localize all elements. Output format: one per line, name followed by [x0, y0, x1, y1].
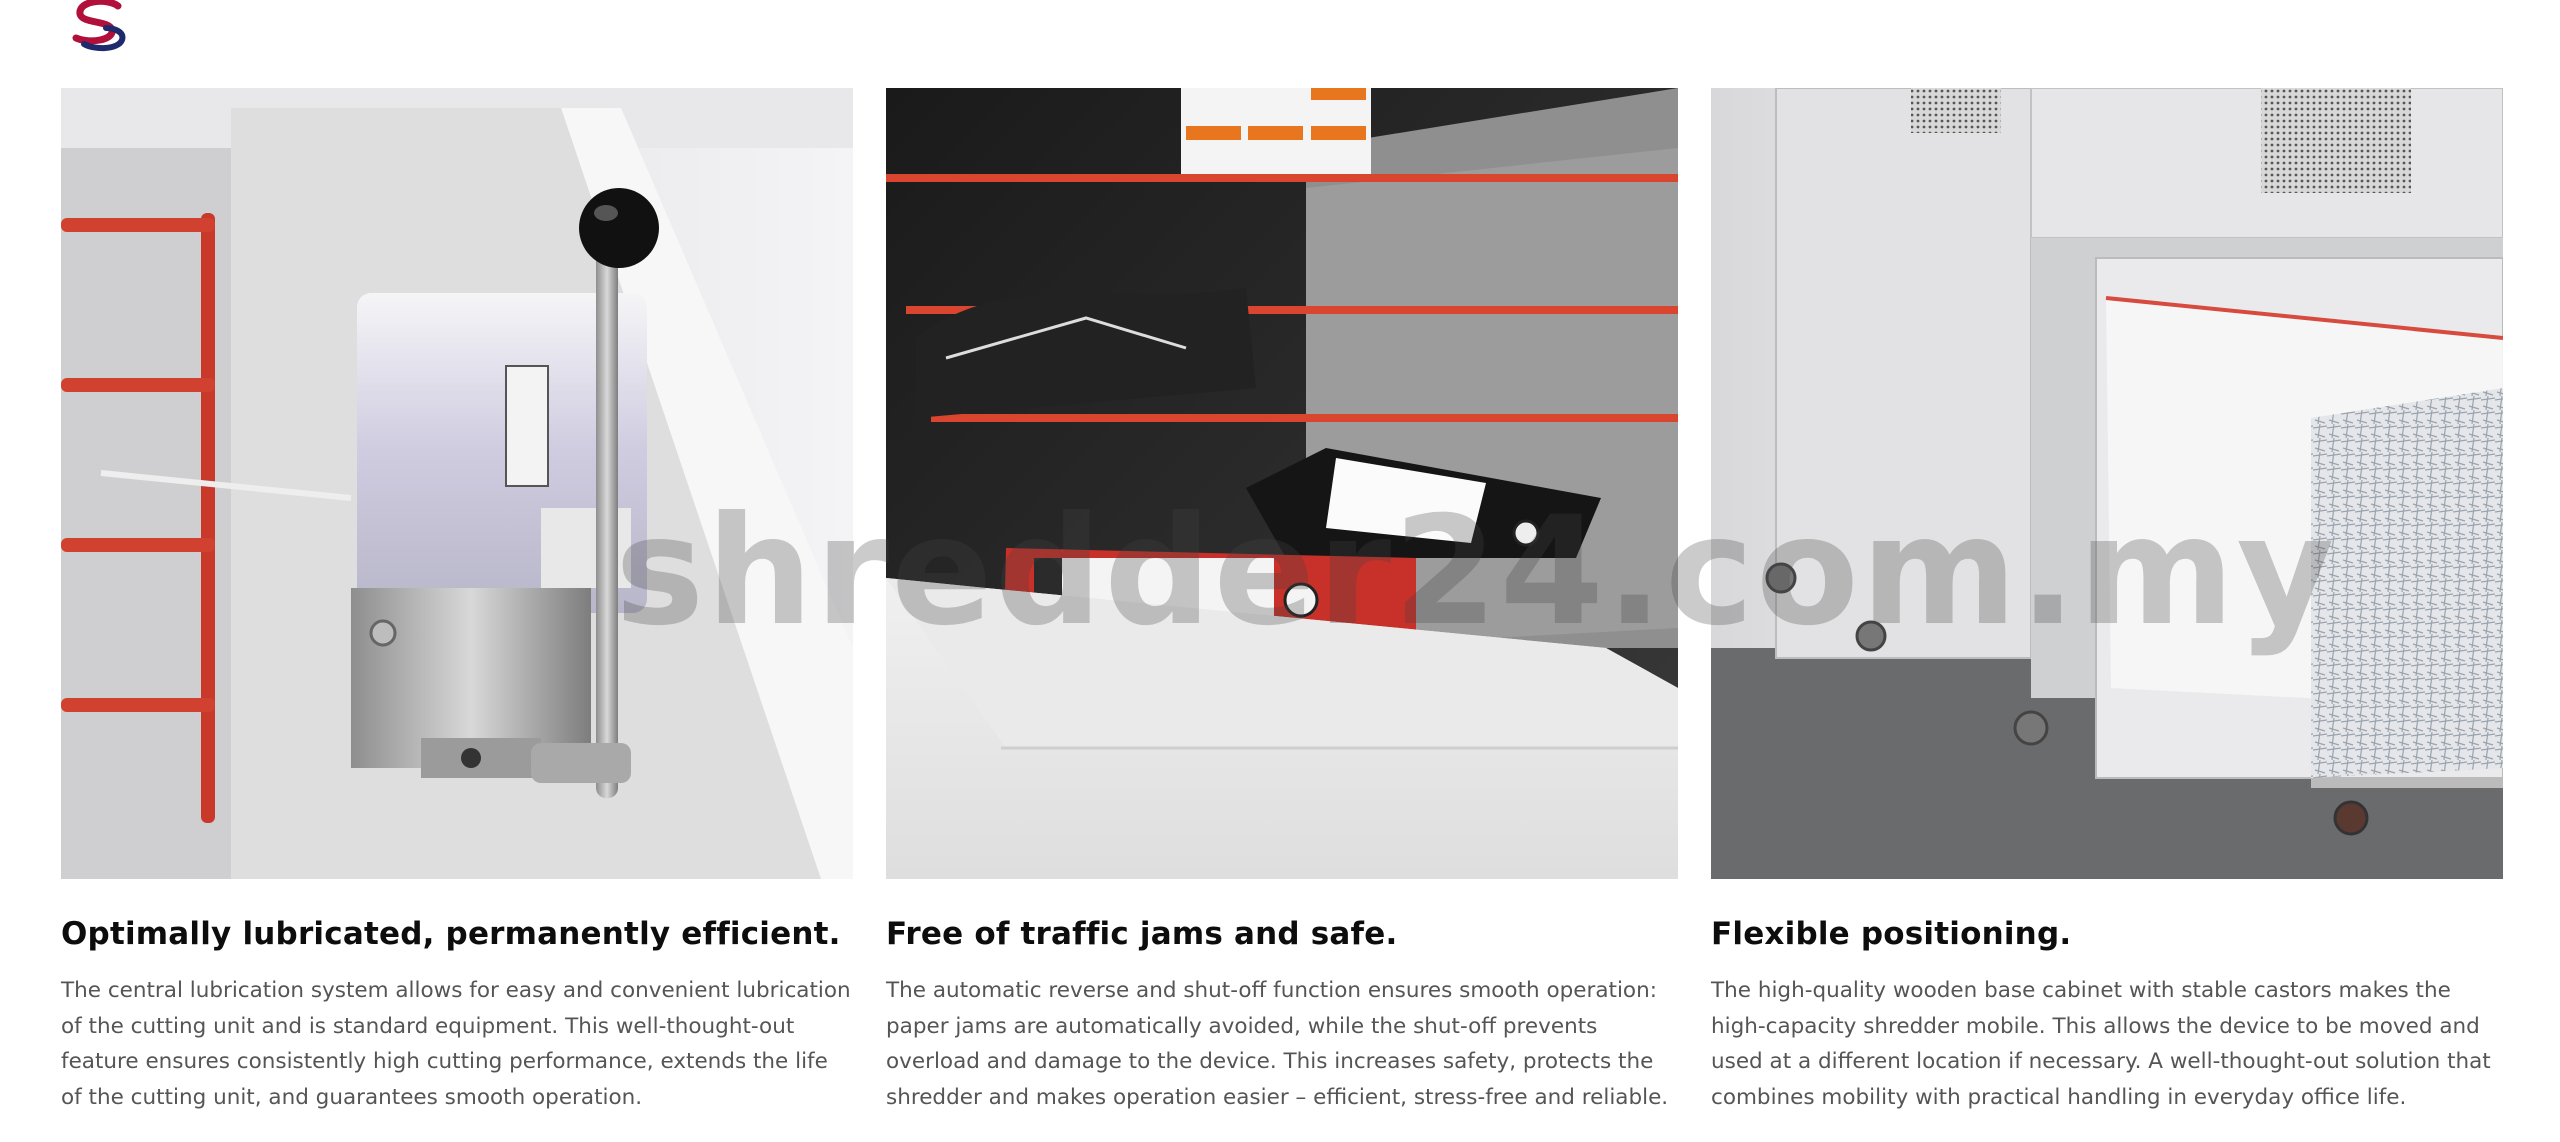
site-watermark: shredder24.com.my: [615, 485, 2337, 659]
brand-logo-icon[interactable]: [70, 0, 128, 52]
feature-card-positioning: [1711, 88, 2503, 1115]
shredder-cabinet-photo: [1711, 88, 2503, 879]
card-description: The automatic reverse and shut-off function ensures smooth operation: paper jams are automatically avoided, while the shut-off prevents overload and damage to the device. This increases safety, protects the shredder and makes operation easier – efficient, stress-free and reliable.: [886, 978, 1669, 1110]
shredder-feed-photo: [886, 88, 1678, 879]
feature-card-lubrication: [61, 88, 853, 1115]
lubrication-unit-photo: [61, 88, 853, 879]
card-title: Flexible positioning.: [1711, 916, 2072, 952]
feature-card-jam-free: [886, 88, 1678, 1115]
card-title: Optimally lubricated, permanently efficient.: [61, 916, 841, 952]
card-description: The central lubrication system allows for easy and convenient lubrication of the cutting unit and is standard equipment. This well-thought-out feature ensures consistently high cutting performance, extends the life of the cutting unit, and guarantees smooth operation.: [61, 978, 851, 1110]
card-description: The high-quality wooden base cabinet with stable castors makes the high-capacity shredder mobile. This allows the device to be moved and used at a different location if necessary. A well-thought-out solution that combines mobility with practical handling in everyday office life.: [1711, 978, 2491, 1110]
feature-cards: [61, 88, 2503, 1115]
card-title: Free of traffic jams and safe.: [886, 916, 1398, 952]
